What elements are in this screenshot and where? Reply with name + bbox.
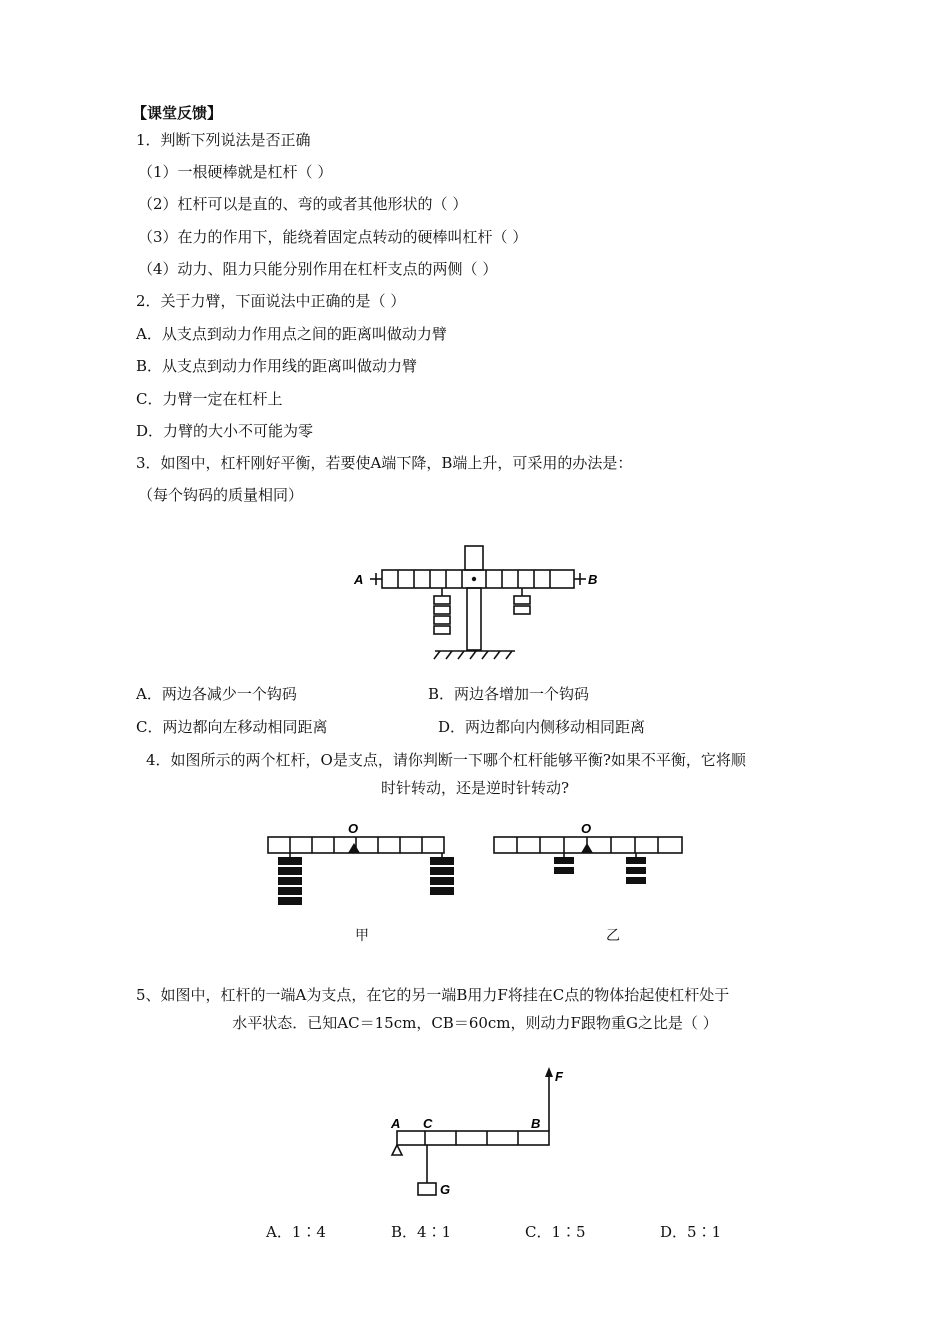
q2-option-d: D．力臂的大小不可能为零 [136, 422, 314, 440]
q4-caption-right: 乙 [606, 928, 620, 944]
q3-weight-left-4 [434, 626, 450, 634]
q5-stem-line-1: 5、如图中，杠杆的一端A为支点，在它的另一端B用力F将挂在C点的物体抬起使杠杆处于 [136, 986, 730, 1004]
q3-label-a: A [354, 572, 364, 587]
q2-option-a: A．从支点到动力作用点之间的距离叫做动力臂 [136, 325, 447, 343]
q5-option-d: D．5∶1 [660, 1223, 722, 1241]
q1-stem: 1．判断下列说法是否正确 [136, 131, 311, 149]
q1-item-1: （1）一根硬棒就是杠杆（ ） [138, 163, 333, 181]
q3-pivot [472, 577, 476, 581]
q3-post-top [465, 546, 483, 570]
q5-lever-figure [385, 1065, 585, 1205]
q5-weight-g [418, 1183, 436, 1195]
q1-item-4: （4）动力、阻力只能分别作用在杠杆支点的两侧（ ） [138, 260, 498, 278]
q4-caption-left: 甲 [355, 928, 369, 944]
q5-label-c: C [423, 1116, 433, 1131]
q3-option-c: C．两边都向左移动相同距离 [136, 718, 328, 736]
q3-label-b: B [588, 572, 598, 587]
q1-item-2: （2）杠杆可以是直的、弯的或者其他形状的（ ） [138, 195, 468, 213]
q4-lever-right [490, 815, 690, 895]
q4-left-fulcrum [348, 843, 360, 853]
q5-label-f: F [555, 1069, 563, 1084]
q3-option-a: A．两边各减少一个钩码 [136, 685, 297, 703]
q4-left-label-o: O [348, 821, 359, 836]
q5-option-b: B．4∶1 [391, 1223, 452, 1241]
q3-note: （每个钩码的质量相同） [138, 486, 304, 504]
q5-pivot [392, 1145, 402, 1155]
q3-option-d: D．两边都向内侧移动相同距离 [438, 718, 646, 736]
q5-label-b: B [531, 1116, 541, 1131]
q5-option-c: C．1∶5 [525, 1223, 586, 1241]
q5-stem-line-2: 水平状态．已知AC＝15cm，CB＝60cm，则动力F跟物重G之比是（ ） [232, 1014, 718, 1032]
q3-weight-left-1 [434, 596, 450, 604]
q3-weight-left-2 [434, 606, 450, 614]
q3-option-b: B．两边各增加一个钩码 [428, 685, 590, 703]
q5-option-a: A．1∶4 [266, 1223, 326, 1241]
q4-lever-left [262, 815, 462, 915]
q3-beam [382, 570, 574, 588]
q5-label-a: A [391, 1116, 401, 1131]
q4-stem-line-1: 4．如图所示的两个杠杆，O是支点，请你判断一下哪个杠杆能够平衡?如果不平衡，它将顺 [146, 751, 746, 769]
q3-weight-right-2 [514, 606, 530, 614]
q4-stem-line-2: 时针转动，还是逆时针转动? [380, 779, 570, 797]
q4-right-label-o: O [581, 821, 592, 836]
section-title: 【课堂反馈】 [132, 104, 223, 122]
q2-stem: 2．关于力臂，下面说法中正确的是（ ） [136, 292, 406, 310]
q2-option-c: C．力臂一定在杠杆上 [136, 390, 283, 408]
q3-stand [467, 588, 481, 650]
q3-weight-left-3 [434, 616, 450, 624]
q2-option-b: B．从支点到动力作用线的距离叫做动力臂 [136, 357, 418, 375]
q1-item-3: （3）在力的作用下，能绕着固定点转动的硬棒叫杠杆（ ） [138, 228, 528, 246]
q3-stem: 3．如图中，杠杆刚好平衡，若要使A端下降，B端上升，可采用的办法是： [136, 454, 633, 472]
q5-beam [397, 1131, 549, 1145]
q5-label-g: G [440, 1182, 451, 1197]
q3-lever-figure [340, 540, 620, 665]
q4-right-fulcrum [581, 843, 593, 853]
q3-weight-right-1 [514, 596, 530, 604]
